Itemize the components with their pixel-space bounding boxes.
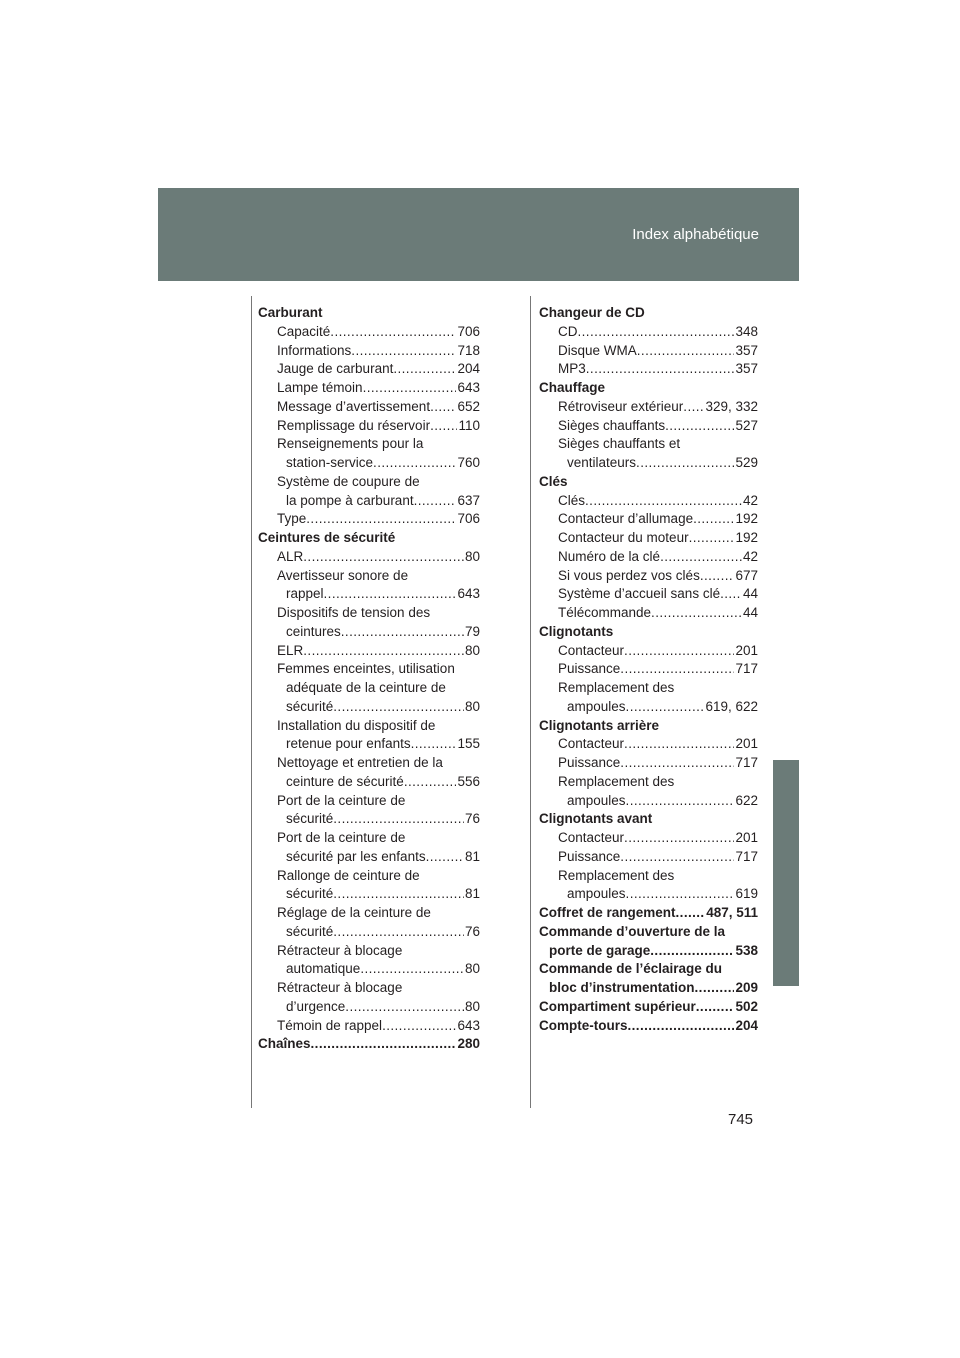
column-divider-middle — [530, 296, 531, 1108]
index-entry: Témoin de rappel ..... 643 — [258, 1017, 480, 1036]
index-entry: Puissance ..... 717 — [539, 660, 758, 679]
index-heading: Chauffage — [539, 380, 606, 395]
index-entry: Compte-tours ..... 204 — [539, 1017, 758, 1036]
index-heading: Clés — [539, 473, 568, 489]
index-entry: Type ..... 706 — [258, 510, 480, 529]
index-entry-text: Remplacement des — [558, 680, 675, 695]
index-entry: Disque WMA ..... 357 — [539, 342, 758, 361]
index-heading: Changeur de CD — [539, 305, 645, 320]
index-entry-text: adéquate de la ceinture de — [286, 680, 446, 695]
index-entry-text: Commande de l’éclairage du — [539, 961, 723, 977]
index-entry: Capacité ..... 706 — [258, 323, 480, 342]
index-entry: porte de garage ..... 538 — [539, 942, 758, 961]
index-heading: Clignotants avant — [539, 811, 653, 827]
section-tab — [773, 760, 799, 986]
header-band — [158, 188, 799, 281]
index-entry-text: Commande d’ouverture de la — [539, 923, 726, 939]
index-entry: ceintures ..... 79 — [258, 623, 480, 642]
index-entry-text: Nettoyage et entretien de la — [277, 755, 443, 770]
index-entry: Télécommande ..... 44 — [539, 604, 758, 623]
index-entry: Si vous perdez vos clés ..... 677 — [539, 567, 758, 586]
index-entry: ALR ..... 80 — [258, 548, 480, 567]
index-heading: Clignotants — [539, 623, 614, 639]
index-entry: Message d’avertissement ..... 652 — [258, 398, 480, 417]
index-entry: ampoules ..... 622 — [539, 792, 758, 811]
index-entry: Jauge de carburant ..... 204 — [258, 360, 480, 379]
index-entry-text: Port de la ceinture de — [277, 792, 406, 808]
index-entry: Informations ..... 718 — [258, 342, 480, 361]
index-entry: sécurité ..... 76 — [258, 923, 480, 942]
index-entry-text: Installation du dispositif de — [277, 717, 436, 733]
index-entry: Rétroviseur extérieur ..... 329, 332 — [539, 398, 758, 417]
index-entry: d’urgence ..... 80 — [258, 998, 480, 1017]
index-entry: Compartiment supérieur ..... 502 — [539, 998, 758, 1017]
index-entry-text: Sièges chauffants et — [558, 436, 681, 452]
index-entry-text: Rétracteur à blocage — [277, 942, 403, 958]
index-heading: Clignotants arrière — [539, 717, 660, 733]
index-column-1 — [258, 304, 480, 1054]
index-entry: Chaînes ..... 280 — [258, 1035, 480, 1054]
index-entry-text: Rallonge de ceinture de — [277, 867, 420, 883]
index-entry: station-service ..... 760 — [258, 454, 480, 473]
index-entry: la pompe à carburant ..... 637 — [258, 492, 480, 511]
index-column-2 — [539, 304, 758, 1035]
index-heading: Ceintures de sécurité — [258, 530, 396, 545]
index-entry: ampoules ..... 619 — [539, 885, 758, 904]
index-entry: retenue pour enfants ..... 155 — [258, 735, 480, 754]
index-entry: sécurité ..... 80 — [258, 698, 480, 717]
index-entry: sécurité par les enfants ..... 81 — [258, 848, 480, 867]
index-entry: sécurité ..... 76 — [258, 810, 480, 829]
index-entry: Contacteur du moteur ..... 192 — [539, 529, 758, 548]
index-entry-text: Renseignements pour la — [277, 436, 424, 452]
index-entry: rappel ..... 643 — [258, 585, 480, 604]
index-entry-text: Dispositifs de tension des — [277, 605, 431, 620]
index-entry: ampoules ..... 619, 622 — [539, 698, 758, 717]
column-divider-left — [251, 296, 252, 1108]
page-number: 745 — [728, 1111, 754, 1128]
index-entry-text: Remplacement des — [558, 867, 675, 883]
index-entry-text: Remplacement des — [558, 773, 675, 789]
header-title: Index alphabétique — [632, 226, 759, 243]
index-entry: Puissance ..... 717 — [539, 754, 758, 773]
index-entry: ceinture de sécurité ..... 556 — [258, 773, 480, 792]
index-entry: CD ..... 348 — [539, 323, 758, 342]
index-entry: Contacteur d’allumage ..... 192 — [539, 510, 758, 529]
index-entry: sécurité ..... 81 — [258, 885, 480, 904]
index-entry-text: Avertisseur sonore de — [277, 567, 409, 583]
index-entry: bloc d’instrumentation ..... 209 — [539, 979, 758, 998]
index-entry: Système d’accueil sans clé ..... 44 — [539, 585, 758, 604]
index-entry: MP3 ..... 357 — [539, 360, 758, 379]
index-entry: Sièges chauffants ..... 527 — [539, 417, 758, 436]
index-entry: ELR ..... 80 — [258, 642, 480, 661]
index-entry: Contacteur ..... 201 — [539, 642, 758, 661]
index-entry-text: Rétracteur à blocage — [277, 980, 403, 995]
index-entry: Numéro de la clé ..... 42 — [539, 548, 758, 567]
index-entry-text: Réglage de la ceinture de — [277, 905, 431, 920]
index-entry: Lampe témoin ..... 643 — [258, 379, 480, 398]
index-entry: automatique ..... 80 — [258, 960, 480, 979]
index-entry: Puissance ..... 717 — [539, 848, 758, 867]
index-entry: Remplissage du réservoir ..... 110 — [258, 417, 480, 436]
index-entry: Contacteur ..... 201 — [539, 829, 758, 848]
index-entry-text: Port de la ceinture de — [277, 830, 406, 845]
index-entry: Clés ..... 42 — [539, 492, 758, 511]
index-entry-text: Femmes enceintes, utilisation — [277, 661, 455, 677]
index-entry: ventilateurs ..... 529 — [539, 454, 758, 473]
index-entry: Contacteur ..... 201 — [539, 735, 758, 754]
index-heading: Carburant — [258, 305, 323, 320]
index-entry: Coffret de rangement ..... 487, 511 — [539, 904, 758, 923]
index-entry-text: Système de coupure de — [277, 473, 420, 489]
